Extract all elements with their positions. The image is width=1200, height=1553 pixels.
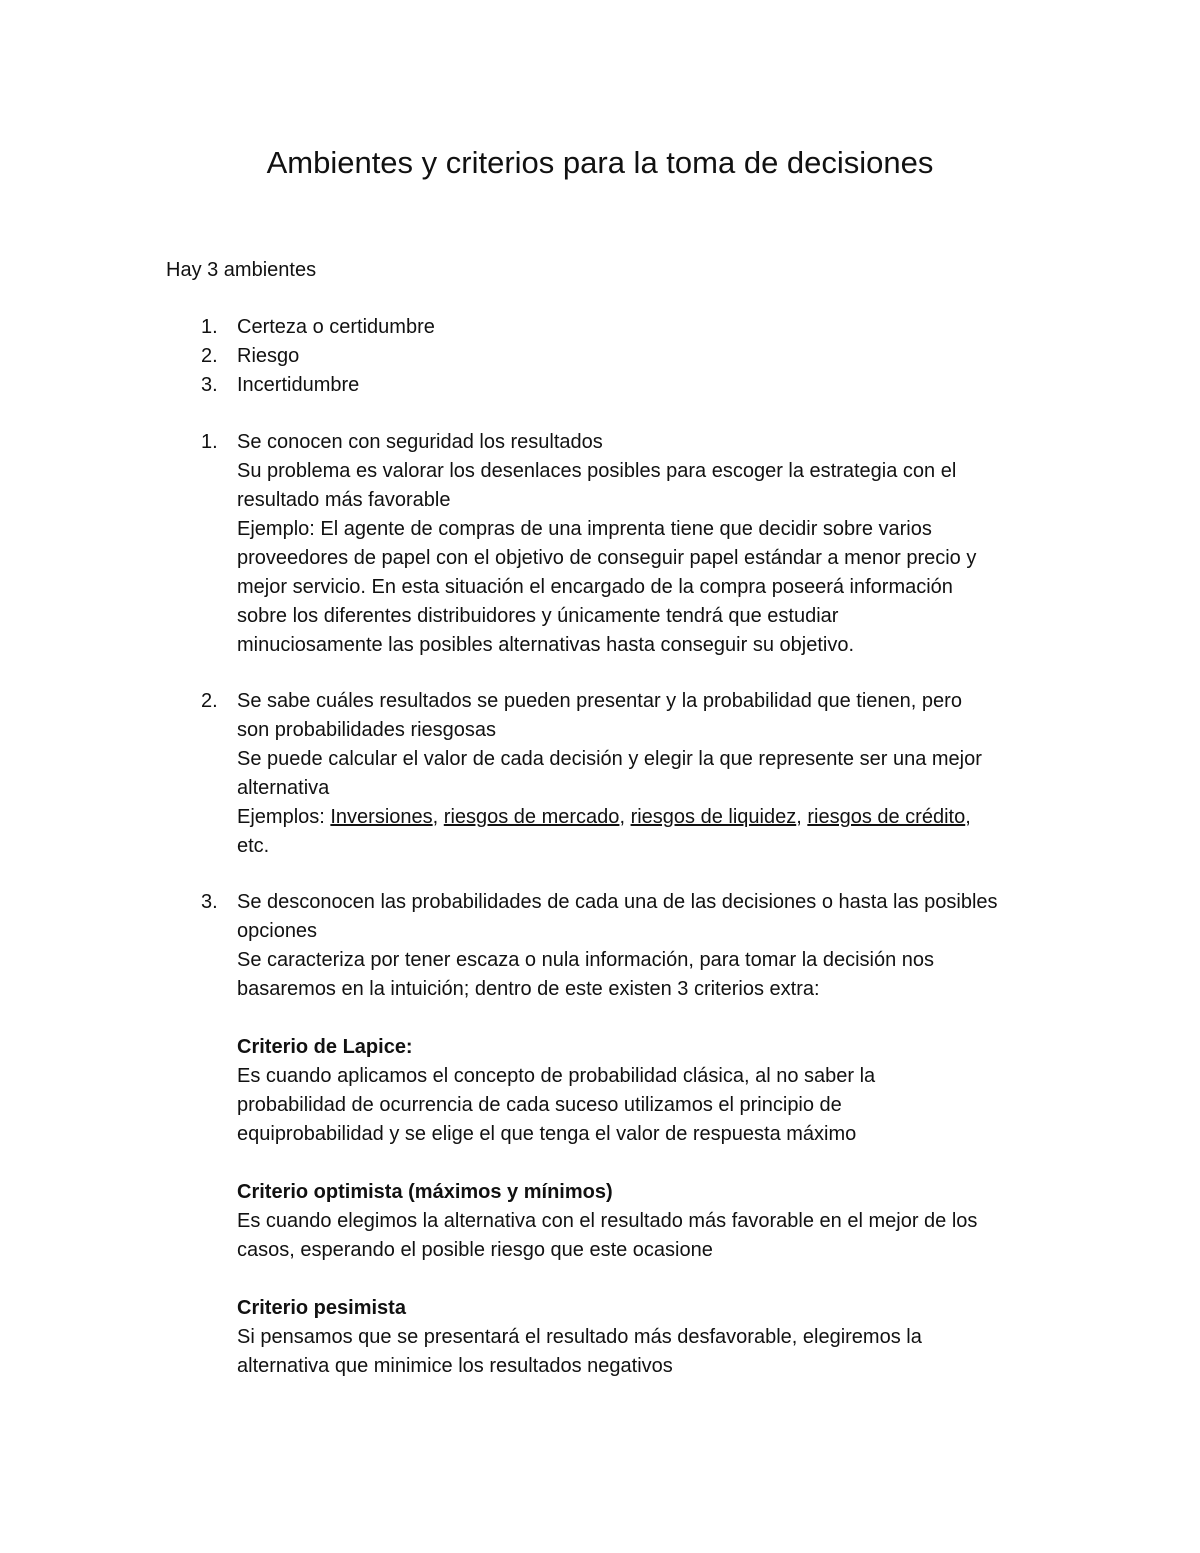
list-item	[166, 888, 1046, 1381]
criterion-heading: Criterio de Lapice:	[237, 1036, 413, 1058]
section-line: minuciosamente las posibles alternativas hasta conseguir su objetivo.	[237, 634, 855, 656]
criterion-line: Es cuando elegimos la alternativa con el resultado más favorable en el mejor de los	[237, 1210, 978, 1232]
example-link[interactable]: riesgos de liquidez	[630, 806, 797, 828]
section-line: opciones	[237, 920, 318, 942]
list-item	[166, 371, 1046, 400]
section-line: mejor servicio. En esta situación el encargado de la compra poseerá información	[237, 576, 953, 598]
section-line: son probabilidades riesgosas	[237, 719, 497, 741]
list-number: 1.	[201, 431, 218, 453]
examples-separator: ,	[796, 806, 808, 828]
list-number: 3.	[201, 891, 218, 913]
section-line: Se conocen con seguridad los resultados	[237, 431, 603, 453]
criterion-line: Si pensamos que se presentará el resultado más desfavorable, elegiremos la	[237, 1326, 922, 1348]
environment-label: Certeza o certidumbre	[237, 316, 435, 338]
list-number: 2.	[201, 345, 218, 367]
section-line: Se sabe cuáles resultados se pueden presentar y la probabilidad que tienen, pero	[237, 690, 962, 712]
environment-label: Incertidumbre	[237, 374, 360, 396]
examples-line	[237, 803, 1046, 832]
section-line: Ejemplo: El agente de compras de una imprenta tiene que decidir sobre varios	[237, 518, 932, 540]
section-riesgo	[166, 687, 1046, 861]
criterion-heading: Criterio optimista (máximos y mínimos)	[237, 1181, 613, 1203]
list-item	[166, 687, 1046, 861]
criterion-line: alternativa que minimice los resultados negativos	[237, 1355, 673, 1377]
section-line: sobre los diferentes distribuidores y únicamente tendrá que estudiar	[237, 605, 839, 627]
intro-text: Hay 3 ambientes	[166, 259, 317, 281]
section-line: proveedores de papel con el objetivo de conseguir papel estándar a menor precio y	[237, 547, 977, 569]
example-link[interactable]: riesgos de crédito	[807, 806, 966, 828]
examples-prefix: Ejemplos:	[237, 806, 331, 828]
list-item	[166, 342, 1046, 371]
document-title: Ambientes y criterios para la toma de decisiones	[266, 145, 934, 180]
section-line: basaremos en la intuición; dentro de este existen 3 criterios extra:	[237, 978, 820, 1000]
environments-list	[166, 313, 1046, 400]
section-incertidumbre	[166, 888, 1046, 1381]
section-line: Se desconocen las probabilidades de cada una de las decisiones o hasta las posibles	[237, 891, 998, 913]
list-item	[166, 313, 1046, 342]
environment-label: Riesgo	[237, 345, 300, 367]
criterion-line: casos, esperando el posible riesgo que este ocasione	[237, 1239, 713, 1261]
criterion-heading: Criterio pesimista	[237, 1297, 406, 1319]
criterion-line: Es cuando aplicamos el concepto de probabilidad clásica, al no saber la	[237, 1065, 876, 1087]
criterion-line: equiprobabilidad y se elige el que tenga el valor de respuesta máximo	[237, 1123, 857, 1145]
list-number: 3.	[201, 374, 218, 396]
section-line: resultado más favorable	[237, 489, 451, 511]
examples-separator: ,	[432, 806, 444, 828]
example-link[interactable]: riesgos de mercado	[443, 806, 620, 828]
section-line: Se puede calcular el valor de cada decisión y elegir la que represente ser una mejor	[237, 748, 982, 770]
examples-separator: ,	[619, 806, 631, 828]
section-line: etc.	[237, 835, 270, 857]
section-line: alternativa	[237, 777, 330, 799]
list-number: 1.	[201, 316, 218, 338]
list-item	[166, 428, 1046, 660]
section-line: Su problema es valorar los desenlaces posibles para escoger la estrategia con el	[237, 460, 957, 482]
section-certeza	[166, 428, 1046, 660]
example-link[interactable]: Inversiones	[330, 806, 433, 828]
criterion-line: probabilidad de ocurrencia de cada suceso utilizamos el principio de	[237, 1094, 842, 1116]
list-number: 2.	[201, 690, 218, 712]
section-line: Se caracteriza por tener escaza o nula información, para tomar la decisión nos	[237, 949, 935, 971]
examples-suffix: ,	[965, 806, 971, 828]
